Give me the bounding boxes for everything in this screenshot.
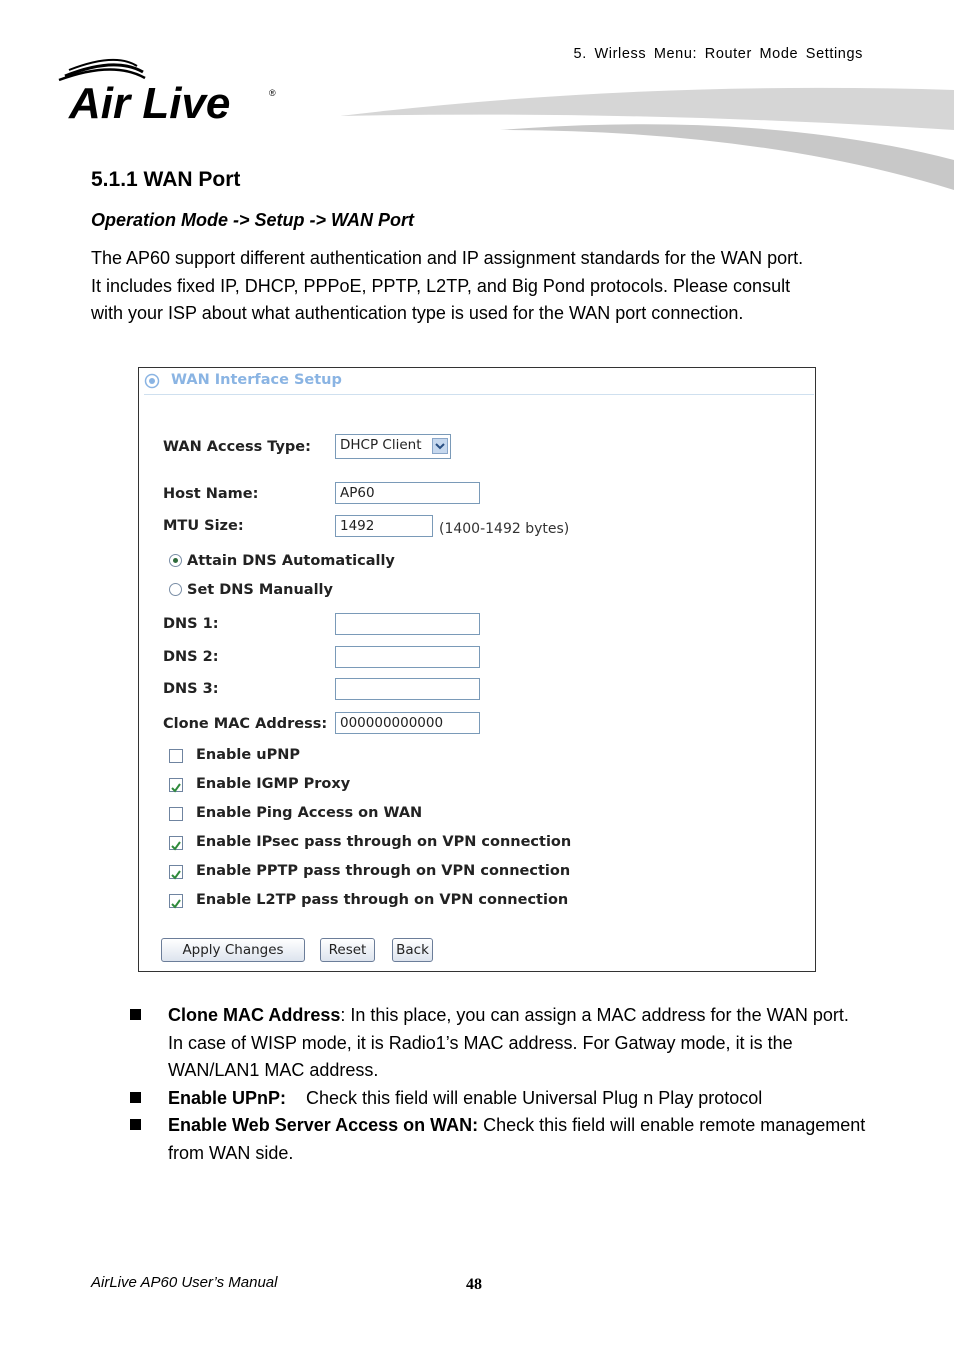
svg-text:®: ®: [269, 88, 276, 98]
back-button[interactable]: Back: [392, 938, 433, 962]
reset-button[interactable]: Reset: [320, 938, 375, 962]
bullet-term: Clone MAC Address: [168, 1005, 341, 1025]
bullet-clone-mac: [168, 1002, 868, 1085]
wan-access-type-select[interactable]: [335, 434, 451, 459]
option-checkbox[interactable]: [169, 865, 183, 879]
dns-manual-radio[interactable]: [169, 583, 182, 596]
dns3-label: DNS 3:: [163, 681, 219, 697]
dns1-input[interactable]: [335, 613, 480, 635]
host-name-label: Host Name:: [163, 486, 259, 502]
dns-auto-radio[interactable]: [169, 554, 182, 567]
checkmark-icon: [170, 840, 182, 852]
bullet-text: Check this field will enable Universal Plug n Play protocol: [286, 1088, 763, 1108]
bullet-enable-upnp: [168, 1085, 868, 1113]
checkmark-icon: [170, 898, 182, 910]
apply-changes-button[interactable]: Apply Changes: [161, 938, 305, 962]
option-checkbox-label: Enable Ping Access on WAN: [196, 805, 423, 821]
option-checkbox[interactable]: [169, 778, 183, 792]
panel-header: [144, 370, 814, 395]
dns3-input[interactable]: [335, 678, 480, 700]
bullet-square-icon: [130, 1009, 141, 1020]
option-checkbox-label: Enable PPTP pass through on VPN connection: [196, 863, 571, 879]
dns2-input[interactable]: [335, 646, 480, 668]
host-name-input[interactable]: AP60: [335, 482, 480, 504]
clone-mac-input[interactable]: 000000000000: [335, 712, 480, 734]
airlive-logo: [55, 58, 285, 128]
option-checkbox[interactable]: [169, 894, 183, 908]
bullet-text: Check this field will enable remote management from WAN side.: [168, 1115, 866, 1163]
bullet-square-icon: [130, 1092, 141, 1103]
panel-title: WAN Interface Setup: [171, 372, 342, 388]
bullet-term: Enable UPnP:: [168, 1088, 287, 1108]
wan-access-type-value: DHCP Client: [340, 437, 422, 453]
bullet-web-server-access: [168, 1112, 868, 1167]
bullet-text: : In this place, you can assign a MAC address for the WAN port. In case of WISP mode, it is Radio1’s MAC address. For Gatway mode, it is the WAN/LAN1 MAC address.: [168, 1005, 849, 1080]
option-checkbox-label: Enable uPNP: [196, 747, 300, 763]
dns-auto-label: Attain DNS Automatically: [187, 553, 395, 569]
chapter-heading: 5. Wirless Menu: Router Mode Settings: [573, 46, 863, 62]
bullet-term: Enable Web Server Access on WAN:: [168, 1115, 479, 1135]
checkmark-icon: [170, 782, 182, 794]
page-number: 48: [466, 1276, 482, 1293]
option-checkbox-label: Enable L2TP pass through on VPN connection: [196, 892, 569, 908]
header-swoosh-decoration: [340, 70, 954, 200]
chevron-down-icon[interactable]: [432, 438, 448, 454]
checkmark-icon: [170, 869, 182, 881]
option-checkbox-label: Enable IPsec pass through on VPN connection: [196, 834, 572, 850]
clone-mac-label: Clone MAC Address:: [163, 716, 328, 732]
intro-paragraph: The AP60 support different authentication and IP assignment standards for the WAN port. It includes fixed IP, DHCP, PPPoE, PPTP, L2TP, and Big Pond protocols. Please consult with your ISP about what authentication type is used for the WAN port connection.: [91, 248, 804, 323]
target-icon: [144, 373, 160, 389]
section-title: 5.1.1 WAN Port: [91, 168, 241, 191]
option-checkbox[interactable]: [169, 836, 183, 850]
option-checkbox-label: Enable IGMP Proxy: [196, 776, 351, 792]
wan-access-type-label: WAN Access Type:: [163, 439, 311, 455]
wan-interface-setup-panel: [138, 367, 816, 972]
dns-manual-label: Set DNS Manually: [187, 582, 333, 598]
mtu-size-hint: (1400-1492 bytes): [439, 521, 570, 537]
option-checkbox[interactable]: [169, 807, 183, 821]
bullet-square-icon: [130, 1119, 141, 1130]
mtu-size-input[interactable]: 1492: [335, 515, 433, 537]
footer-manual-title: AirLive AP60 User’s Manual: [91, 1274, 278, 1291]
navigation-path: Operation Mode -> Setup -> WAN Port: [91, 210, 415, 230]
svg-text:Air Live: Air Live: [69, 79, 231, 128]
mtu-size-label: MTU Size:: [163, 518, 244, 534]
option-checkbox[interactable]: [169, 749, 183, 763]
dns2-label: DNS 2:: [163, 649, 219, 665]
dns1-label: DNS 1:: [163, 616, 219, 632]
